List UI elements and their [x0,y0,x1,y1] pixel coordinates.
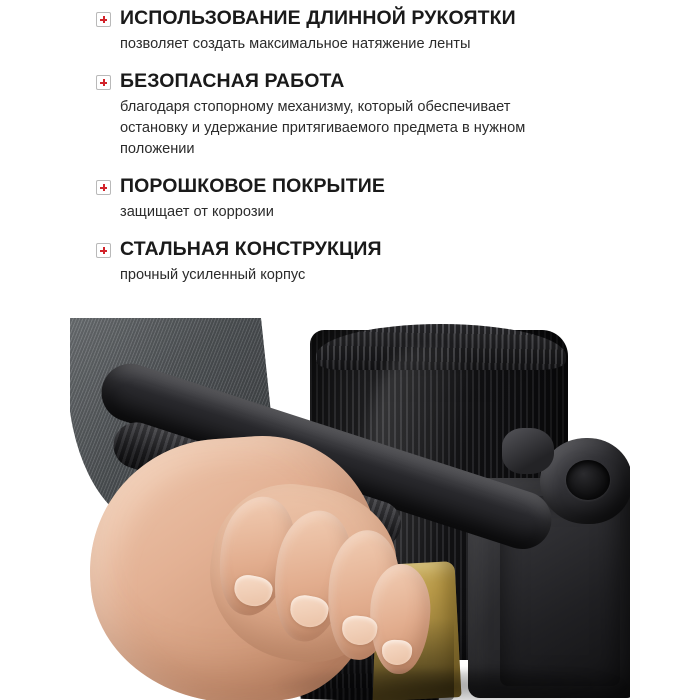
feature-title: БЕЗОПАСНАЯ РАБОТА [120,69,345,92]
feature-item-2 [96,71,656,160]
feature-description: благодаря стопорному механизму, который обеспечивает остановку и удержание притягиваемого предмета в нужном положении [120,98,526,158]
product-photo [70,318,630,700]
feature-title: СТАЛЬНАЯ КОНСТРУКЦИЯ [120,238,382,261]
feature-header [96,71,656,93]
plus-icon [96,12,111,27]
feature-header [96,176,656,198]
feature-item-4 [96,239,656,286]
plus-icon [96,243,111,258]
feature-item-1 [96,8,656,55]
feature-description: защищает от коррозии [120,204,274,221]
feature-header [96,8,656,30]
feature-description: позволяет создать максимальное натяжение ленты [120,35,471,52]
photo-canvas [70,318,630,700]
feature-description: прочный усиленный корпус [120,267,306,284]
axle-pin [502,428,554,474]
feature-title: ПОРОШКОВОЕ ПОКРЫТИЕ [120,175,385,198]
feature-list [96,8,656,302]
plus-icon [96,180,111,195]
plus-icon [96,75,111,90]
feature-title: ИСПОЛЬЗОВАНИЕ ДЛИННОЙ РУКОЯТКИ [120,7,516,29]
feature-item-3 [96,176,656,223]
contact-shadow [270,670,630,700]
axle-hole [566,460,610,500]
feature-header [96,239,656,261]
